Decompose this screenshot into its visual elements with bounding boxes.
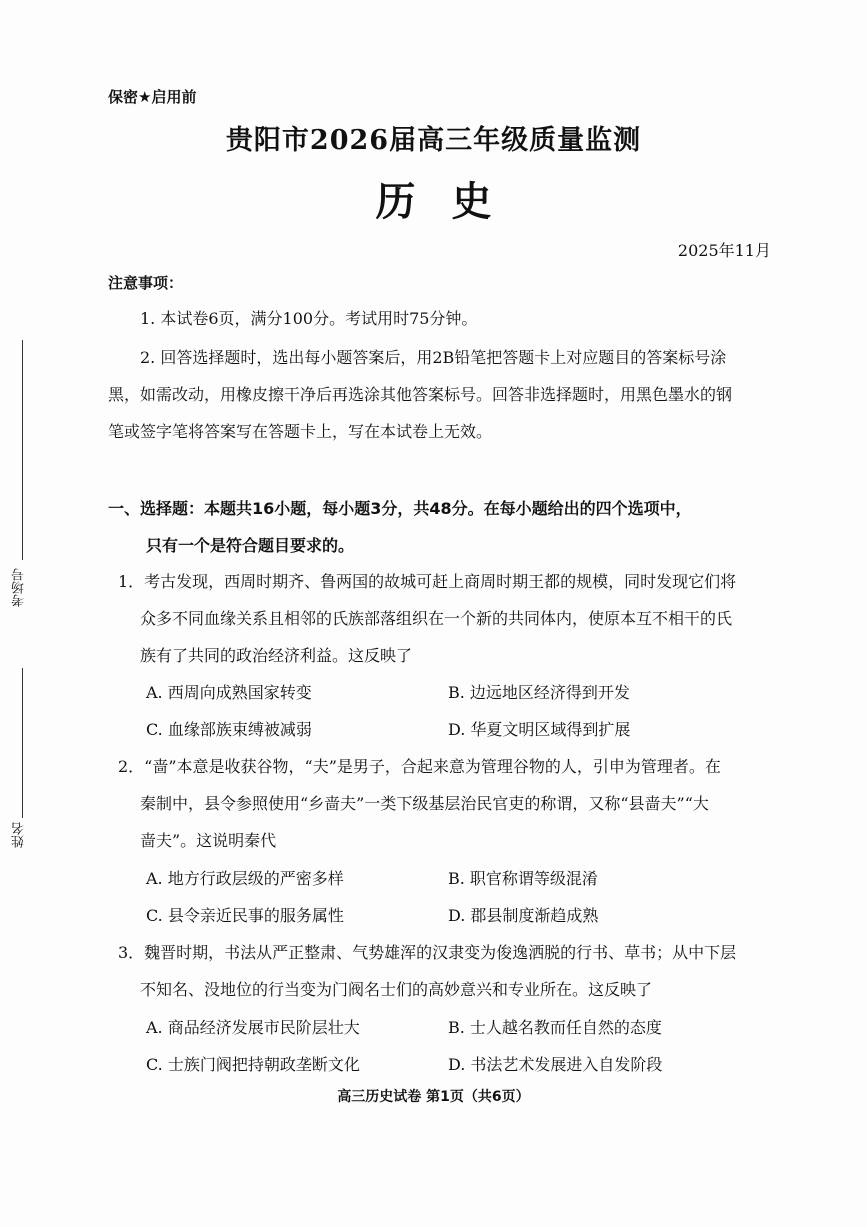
question-1-option-c: C. 血缘部族束缚被减弱 xyxy=(146,720,312,739)
question-3-line-2: 不知名、没地位的行当变为门阀名士们的高妙意兴和专业所在。这反映了 xyxy=(140,980,653,999)
name-label: 姓名 xyxy=(12,822,27,848)
question-2-option-a: A. 地方行政层级的严密多样 xyxy=(146,869,344,888)
question-1-line-1: 1．考古发现，西周时期齐、鲁两国的故城可赶上商周时期王都的规模，同时发现它们将 xyxy=(118,572,737,591)
question-1-option-a: A. 西周向成熟国家转变 xyxy=(146,683,312,702)
exam-title: 贵阳市2026届高三年级质量监测 xyxy=(225,125,642,156)
notice-item-1: 1. 本试卷6页，满分100分。考试用时75分钟。 xyxy=(140,309,478,328)
question-3-option-a: A. 商品经济发展市民阶层壮大 xyxy=(146,1018,360,1037)
subject-title: 历史 xyxy=(375,178,528,225)
question-2-line-3: 啬夫”。这说明秦代 xyxy=(140,831,277,850)
binding-line-top xyxy=(22,340,23,560)
question-3-option-c: C. 士族门阀把持朝政垄断文化 xyxy=(146,1055,360,1074)
question-1-option-b: B. 边远地区经济得到开发 xyxy=(448,683,630,702)
binding-line-middle xyxy=(22,668,23,818)
question-1-line-2: 众多不同血缘关系且相邻的氏族部落组织在一个新的共同体内，使原本互不相干的氏 xyxy=(140,609,733,628)
exam-date: 2025年11月 xyxy=(677,241,771,260)
question-3-option-b: B. 士人越名教而任自然的态度 xyxy=(448,1018,662,1037)
question-1-option-d: D. 华夏文明区域得到扩展 xyxy=(448,720,631,739)
question-3-line-1: 3．魏晋时期，书法从严正整肃、气势雄浑的汉隶变为俊逸洒脱的行书、草书；从中下层 xyxy=(118,943,737,962)
question-2-option-b: B. 职官称谓等级混淆 xyxy=(448,869,598,888)
question-1-line-3: 族有了共同的政治经济利益。这反映了 xyxy=(140,646,413,665)
question-2-option-c: C. 县令亲近民事的服务属性 xyxy=(146,906,344,925)
notice-heading: 注意事项： xyxy=(108,274,184,292)
question-2-line-2: 秦制中，县令参照使用“乡啬夫”一类下级基层治民官吏的称谓，又称“县啬夫”“大 xyxy=(140,794,709,813)
question-3-option-d: D. 书法艺术发展进入自发阶段 xyxy=(448,1055,663,1074)
page-footer: 高三历史试卷 第1页（共6页） xyxy=(337,1089,530,1105)
notice-item-2-line-3: 笔或签字笔将答案写在答题卡上，写在本试卷上无效。 xyxy=(108,422,493,441)
confidential-mark: 保密★启用前 xyxy=(108,88,197,106)
section-heading-line-1: 一、选择题：本题共16小题，每小题3分，共48分。在每小题给出的四个选项中， xyxy=(108,499,692,518)
exam-number-label: 考场号 xyxy=(12,568,27,607)
notice-item-2-line-2: 黑，如需改动，用橡皮擦干净后再选涂其他答案标号。回答非选择题时，用黑色墨水的钢 xyxy=(108,385,733,404)
question-2-line-1: 2．“啬”本意是收获谷物，“夫”是男子，合起来意为管理谷物的人，引申为管理者。在 xyxy=(118,757,721,776)
question-2-option-d: D. 郡县制度渐趋成熟 xyxy=(448,906,599,925)
section-heading-line-2: 只有一个是符合题目要求的。 xyxy=(146,536,355,555)
notice-item-2-line-1: 2. 回答选择题时，选出每小题答案后，用2B铅笔把答题卡上对应题目的答案标号涂 xyxy=(140,348,727,367)
